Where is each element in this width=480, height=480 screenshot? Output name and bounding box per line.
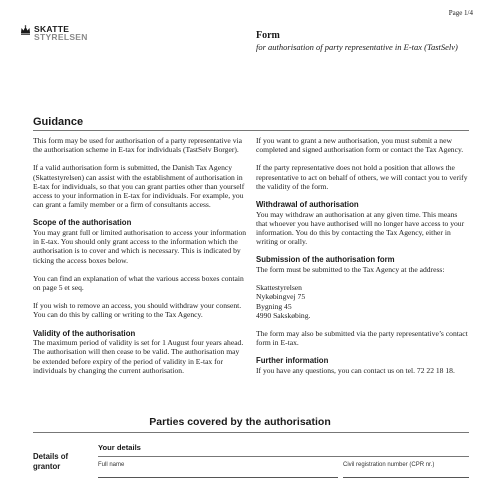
intro-paragraph: This form may be used for authorisation of a party representative via the authorisation scheme in E-tax for individuals (TastSelv Borger). [33, 136, 242, 155]
validity-heading: Validity of the authorisation [33, 328, 136, 338]
withdrawal-paragraph: You may withdraw an authorisation at any given time. This means that whoever you have authorised will no longer have access to your information. You do this by contacting the Tax Agency, either in writing or orally. [256, 209, 465, 247]
guidance-heading: Guidance [33, 116, 84, 128]
logo-text-bottom: STYRELSEN [34, 32, 88, 42]
further-info-paragraph: If you have any questions, you can contact us on tel. 72 22 18 18. [256, 366, 455, 376]
address-block [256, 283, 468, 320]
address-line: Nykøbingvej 75 [256, 292, 306, 302]
cpr-field-line[interactable] [343, 477, 469, 478]
remove-access-paragraph: If you wish to remove an access, you should withdraw your consent. You can do this by calling or writing to the Tax Agency. [33, 301, 242, 320]
details-label-line: Details of [33, 452, 69, 461]
crown-icon [20, 25, 31, 35]
submission-paragraph: The form must be submitted to the Tax Agency at the address: [256, 265, 445, 275]
parties-divider [33, 432, 469, 433]
further-info-heading: Further information [256, 356, 329, 366]
address-line: Bygning 45 [256, 301, 292, 311]
details-of-grantor-label [33, 452, 83, 472]
contact-form-paragraph: The form may also be submitted via the party representative’s contact form in E-tax. [256, 329, 468, 348]
submission-heading: Submission of the authorisation form [256, 255, 395, 265]
new-authorisation-paragraph: If you want to grant a new authorisation, you must submit a new completed and signed authorisation form or contact the Tax Agency. [256, 136, 464, 155]
parties-heading: Parties covered by the authorisation [149, 416, 331, 428]
logo-text-top: SKATTE [34, 24, 70, 34]
form-title: Form [256, 30, 280, 41]
guidance-right-column [256, 136, 468, 384]
agency-logo [20, 25, 88, 41]
guidance-divider [33, 130, 469, 131]
scope-paragraph: You may grant full or limited authorisation to access your information in E-tax. You should only grant access to the information which the authorisation is to cover and which is necessary. This is indicated by ticking the access boxes below. [33, 228, 247, 265]
details-label-line: grantor [33, 462, 61, 471]
scope-heading: Scope of the authorisation [33, 218, 132, 228]
assist-paragraph: If a valid authorisation form is submitted, the Danish Tax Agency (Skattestyrelsen) can assist with the establishment of authorisation in E-tax for individuals, so that you can grant parties other than yourself access to your information in E-tax for individuals. For example, you can grant a family member or a firm of consultants access. [33, 163, 245, 210]
validity-paragraph: The maximum period of validity is set for 1 August four years ahead. The authorisation will then cease to be valid. The authorisation may be extended before expiry of the period of validity in E-tax for individuals by changing the current authorisation. [33, 338, 244, 375]
address-line: Skattestyrelsen [256, 283, 302, 293]
withdrawal-heading: Withdrawal of authorisation [256, 200, 359, 210]
address-line: 4990 Sakskøbing. [256, 310, 311, 320]
access-boxes-paragraph: You can find an explanation of what the various access boxes contain on page 5 et seq. [33, 273, 244, 293]
form-subtitle: for authorisation of party representative in E-tax (TastSelv) [256, 42, 458, 52]
full-name-field-line[interactable] [98, 477, 338, 478]
your-details-heading: Your details [98, 443, 141, 452]
cpr-label: Civil registration number (CPR nr.) [343, 462, 435, 468]
page-number: Page 1/4 [448, 9, 473, 17]
full-name-label: Full name [98, 462, 125, 468]
guidance-left-column [33, 136, 248, 384]
details-divider [98, 456, 469, 457]
verify-paragraph: If the party representative does not hold a position that allows the representative to act on behalf of others, we will contact you to verify the validity of the form. [256, 163, 468, 191]
